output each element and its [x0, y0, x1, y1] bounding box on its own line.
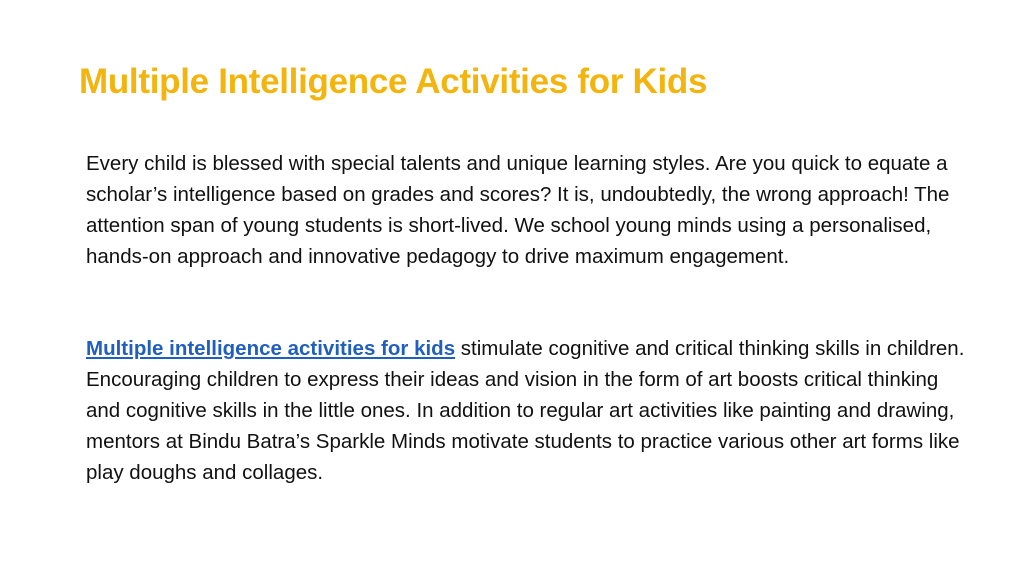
slide-title: Multiple Intelligence Activities for Kids [79, 62, 708, 101]
multiple-intelligence-link[interactable]: Multiple intelligence activities for kids [86, 337, 456, 360]
activities-paragraph-text: stimulate cognitive and critical thinking skills in children. Encouraging children to express their ideas and vision in the form of art boosts critical thinking and cognitive skills in the little ones. In addition to regular art activities like painting and drawing, mentors at Bindu Batra’s Sparkle Minds motivate students to practice various other art forms like play doughs and collages. [86, 337, 965, 484]
intro-paragraph: Every child is blessed with special talents and unique learning styles. Are you quick to equate a scholar’s intelligence based on grades and scores? It is, undoubtedly, the wrong approach! The attention span of young students is short-lived. We school young minds using a personalised, hands-on approach and innovative pedagogy to drive maximum engagement. [86, 152, 950, 268]
activities-paragraph [86, 333, 966, 488]
